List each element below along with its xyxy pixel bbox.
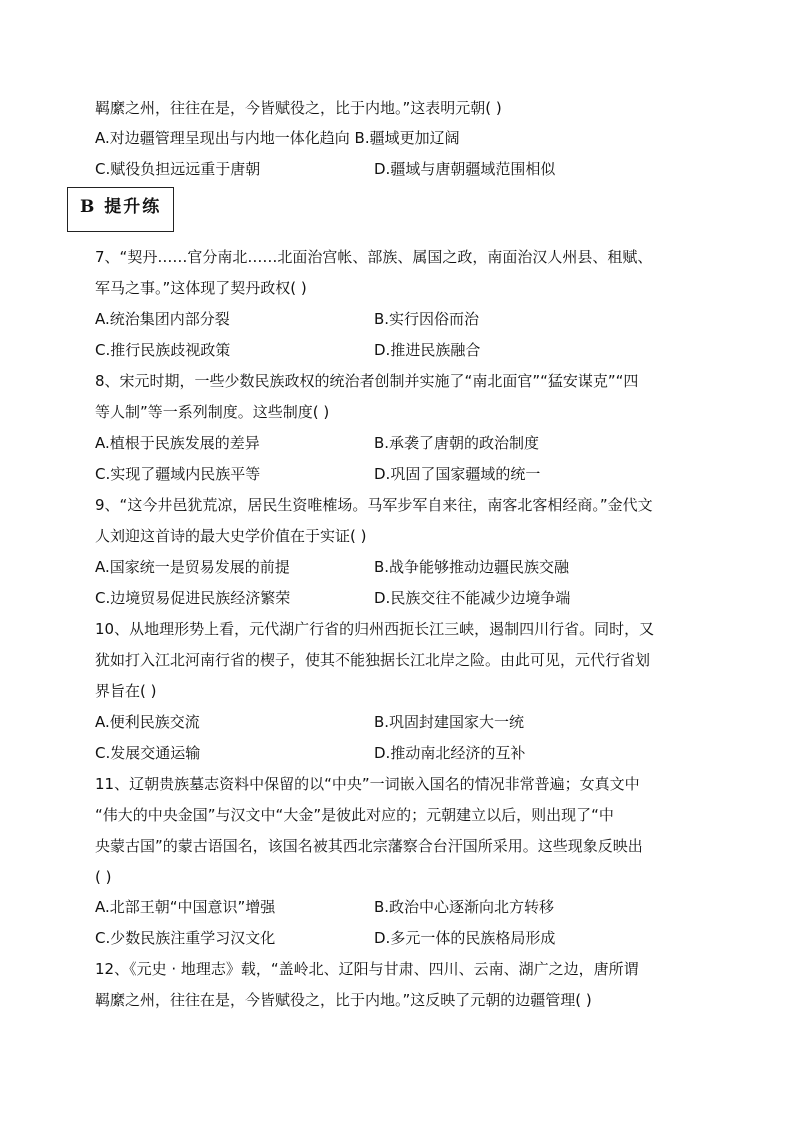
question-9-option-b: B.战争能够推动边疆民族交融: [374, 558, 570, 576]
question-12-stem-line-1: 12、《元史 · 地理志》载，“盖岭北、辽阳与甘肃、四川、云南、湖广之边，唐所谓: [95, 960, 639, 978]
option-d: D.疆域与唐朝疆域范围相似: [374, 160, 556, 178]
question-7-option-b: B.实行因俗而治: [374, 310, 480, 328]
question-10-option-d: D.推动南北经济的互补: [374, 744, 526, 762]
question-11-option-a: A.北部王朝“中国意识”增强: [95, 898, 276, 916]
question-9-option-d: D.民族交往不能减少边境争端: [374, 589, 571, 607]
question-7-option-a: A.统治集团内部分裂: [95, 310, 230, 328]
option-a: A.对边疆管理呈现出与内地一体化趋向 B.疆域更加辽阔: [95, 129, 460, 147]
question-7-option-c: C.推行民族歧视政策: [95, 341, 231, 359]
question-8-option-b: B.承袭了唐朝的政治制度: [374, 434, 540, 452]
question-7-option-d: D.推进民族融合: [374, 341, 481, 359]
question-10-option-c: C.发展交通运输: [95, 744, 201, 762]
question-10-stem-line-1: 10、从地理形势上看，元代湖广行省的归州西扼长江三峡，遏制四川行省。同时，又: [95, 620, 655, 638]
question-7-stem-line-2: 军马之事。”这体现了契丹政权( ): [95, 279, 307, 297]
question-9-option-c: C.边境贸易促进民族经济繁荣: [95, 589, 291, 607]
section-title: B 提升练: [80, 197, 162, 217]
question-9-stem-line-2: 人刘迎这首诗的最大史学价值在于实证( ): [95, 527, 367, 545]
question-11-option-b: B.政治中心逐渐向北方转移: [374, 898, 555, 916]
question-11-stem-line-3: 央蒙古国”的蒙古语国名，该国名被其西北宗藩察合台汗国所采用。这些现象反映出: [95, 837, 643, 855]
option-c: C.赋役负担远远重于唐朝: [95, 160, 261, 178]
question-11-stem-line-4: ( ): [95, 868, 112, 886]
question-stem-line: 羁縻之州，往往在是，今皆赋役之，比于内地。”这表明元朝( ): [95, 99, 502, 117]
question-8-stem-line-1: 8、宋元时期，一些少数民族政权的统治者创制并实施了“南北面官”“猛安谋克”“四: [95, 372, 639, 390]
question-7-stem-line-1: 7、“契丹……官分南北……北面治宫帐、部族、属国之政，南面治汉人州县、租赋、: [95, 248, 653, 266]
question-11-stem-line-1: 11、辽朝贵族墓志资料中保留的以“中央”一词嵌入国名的情况非常普遍；女真文中: [95, 775, 640, 793]
question-12-stem-line-2: 羁縻之州，往往在是，今皆赋役之，比于内地。”这反映了元朝的边疆管理( ): [95, 991, 592, 1009]
question-10-stem-line-3: 界旨在( ): [95, 682, 157, 700]
question-11-option-c: C.少数民族注重学习汉文化: [95, 929, 276, 947]
question-10-option-a: A.便利民族交流: [95, 713, 200, 731]
question-10-option-b: B.巩固封建国家大一统: [374, 713, 525, 731]
question-8-option-a: A.植根于民族发展的差异: [95, 434, 260, 452]
question-10-stem-line-2: 犹如打入江北河南行省的楔子，使其不能独据长江北岸之险。由此可见，元代行省划: [95, 651, 651, 669]
question-11-option-d: D.多元一体的民族格局形成: [374, 929, 556, 947]
question-11-stem-line-2: “伟大的中央金国”与汉文中“大金”是彼此对应的；元朝建立以后，则出现了“中: [95, 806, 614, 824]
question-8-option-c: C.实现了疆域内民族平等: [95, 465, 261, 483]
question-8-stem-line-2: 等人制”等一系列制度。这些制度( ): [95, 403, 330, 421]
section-header-box: [67, 187, 174, 232]
question-9-option-a: A.国家统一是贸易发展的前提: [95, 558, 290, 576]
question-8-option-d: D.巩固了国家疆域的统一: [374, 465, 541, 483]
question-9-stem-line-1: 9、“这今井邑犹荒凉，居民生资唯榷场。马军步军自来往，南客北客相经商。”金代文: [95, 496, 653, 514]
